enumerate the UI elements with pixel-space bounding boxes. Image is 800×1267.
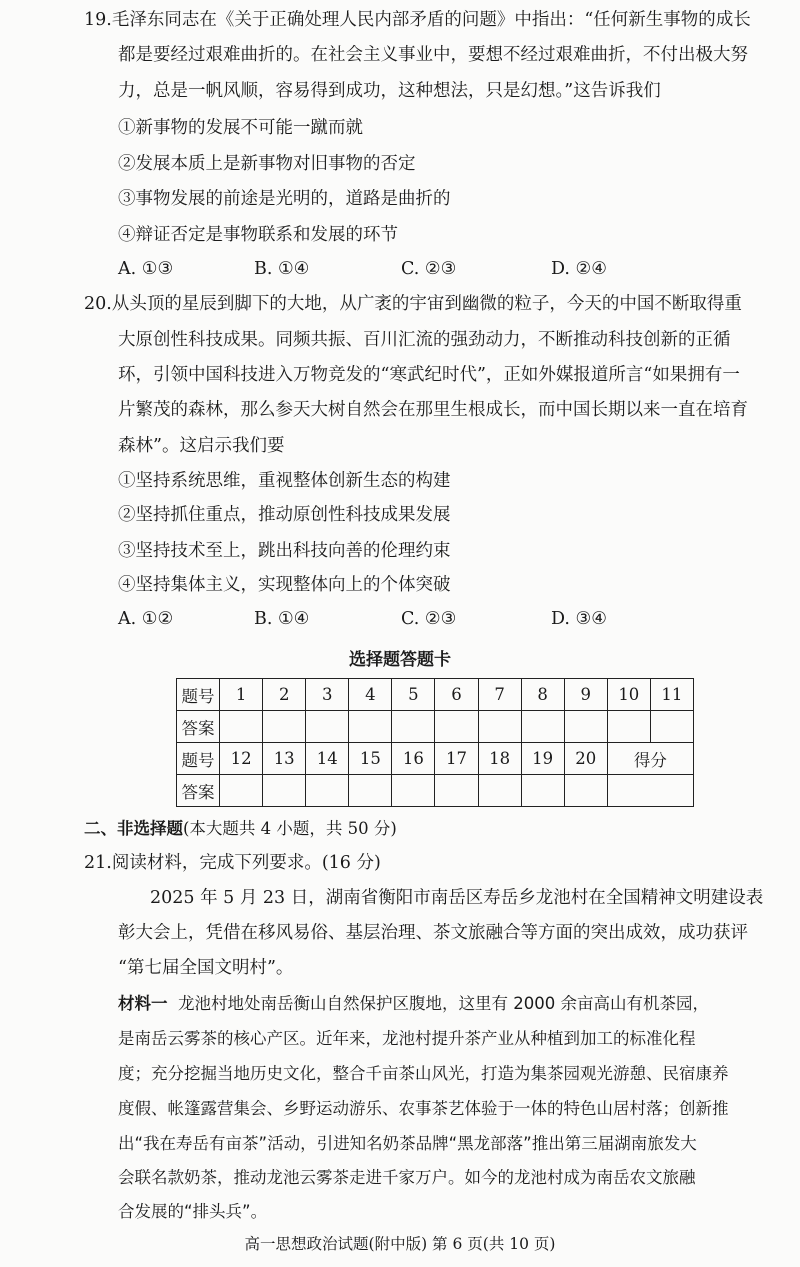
- answer-cell[interactable]: [521, 775, 564, 807]
- page-footer: 高一思想政治试题(附中版) 第 6 页(共 10 页): [244, 1235, 556, 1253]
- choice-c: C. ②③: [401, 609, 457, 629]
- choice-b: B. ①④: [254, 609, 310, 629]
- section-title: 二、非选择题: [84, 819, 183, 838]
- row-label: 题号: [177, 679, 220, 711]
- question-number: 2: [263, 679, 306, 711]
- question-number: 20: [564, 743, 607, 775]
- question-number: 19: [521, 743, 564, 775]
- q19-option: ③事物发展的前途是光明的，道路是曲折的: [118, 189, 451, 209]
- q19-option: ②发展本质上是新事物对旧事物的否定: [118, 154, 416, 174]
- material-line: 度；充分挖掘当地历史文化，整合千亩茶山风光，打造为集茶园观光游憩、民宿康养: [118, 1064, 729, 1083]
- q20-option: ①坚持系统思维，重视整体创新生态的构建: [118, 471, 451, 491]
- answer-cell[interactable]: [478, 775, 521, 807]
- question-number: 10: [607, 679, 650, 711]
- question-number: 5: [392, 679, 435, 711]
- question-number: 9: [564, 679, 607, 711]
- answer-cell[interactable]: [263, 775, 306, 807]
- answer-cell[interactable]: [349, 711, 392, 743]
- question-number: 18: [478, 743, 521, 775]
- section-heading: [84, 817, 397, 841]
- choice-b: B. ①④: [254, 259, 310, 279]
- answer-cell[interactable]: [392, 711, 435, 743]
- question-number: 6: [435, 679, 478, 711]
- answer-cell[interactable]: [220, 775, 263, 807]
- answer-cell[interactable]: [564, 775, 607, 807]
- q21-heading: 21.阅读材料，完成下列要求。(16 分): [84, 853, 381, 873]
- answer-cell[interactable]: [564, 711, 607, 743]
- answer-cell[interactable]: [435, 775, 478, 807]
- q19-option: ④辩证否定是事物联系和发展的环节: [118, 225, 398, 245]
- question-number: 7: [478, 679, 521, 711]
- q19-option: ①新事物的发展不可能一蹴而就: [118, 118, 363, 138]
- score-label: 得分: [607, 743, 693, 775]
- material-label: 材料一: [118, 994, 168, 1013]
- answer-cell[interactable]: [607, 711, 650, 743]
- choice-a: A. ①③: [118, 259, 174, 279]
- question-number: 8: [521, 679, 564, 711]
- choice-a: A. ①②: [118, 609, 174, 629]
- q20-option: ③坚持技术至上，跳出科技向善的伦理约束: [118, 541, 451, 561]
- question-number: 4: [349, 679, 392, 711]
- material-line: 出“我在寿岳有亩茶”活动，引进知名奶茶品牌“黑龙部落”推出第三届湖南旅发大: [118, 1134, 697, 1153]
- material-line: 度假、帐篷露营集会、乡野运动游乐、农事茶艺体验于一体的特色山居村落；创新推: [118, 1099, 729, 1118]
- question-number: 11: [650, 679, 693, 711]
- row-label: 题号: [177, 743, 220, 775]
- answer-row: [177, 775, 694, 807]
- answer-cell[interactable]: [521, 711, 564, 743]
- q19-line: 力，总是一帆风顺，容易得到成功，这种想法，只是幻想。”这告诉我们: [118, 81, 661, 101]
- question-number: 1: [220, 679, 263, 711]
- answer-cell[interactable]: [435, 711, 478, 743]
- material-line: [118, 992, 709, 1016]
- question-number: 15: [349, 743, 392, 775]
- answer-cell[interactable]: [349, 775, 392, 807]
- q21-intro-line: “第七届全国文明村”。: [118, 958, 294, 978]
- row-label: 答案: [177, 711, 220, 743]
- q20-line: 环，引领中国科技进入万物竞发的“寒武纪时代”，正如外媒报道所言“如果拥有一: [118, 365, 740, 385]
- q20-option: ②坚持抓住重点，推动原创性科技成果发展: [118, 505, 451, 525]
- q19-line: 19.毛泽东同志在《关于正确处理人民内部矛盾的问题》中指出：“任何新生事物的成长: [84, 10, 751, 30]
- row-label: 答案: [177, 775, 220, 807]
- answer-cell[interactable]: [263, 711, 306, 743]
- choice-c: C. ②③: [401, 259, 457, 279]
- answer-cell[interactable]: [220, 711, 263, 743]
- q20-line: 森林”。这启示我们要: [118, 436, 285, 456]
- material-line: 合发展的“排头兵”。: [118, 1202, 268, 1221]
- answer-row: [177, 711, 694, 743]
- question-number: 12: [220, 743, 263, 775]
- question-number: 14: [306, 743, 349, 775]
- answer-cell[interactable]: [392, 775, 435, 807]
- answer-card-table: [176, 678, 694, 807]
- answer-cell[interactable]: [478, 711, 521, 743]
- answer-cell[interactable]: [306, 711, 349, 743]
- question-number-row: [177, 679, 694, 711]
- material-text: 龙池村地处南岳衡山自然保护区腹地，这里有 2000 余亩高山有机茶园，: [178, 994, 709, 1013]
- answer-cell[interactable]: [306, 775, 349, 807]
- question-number: 13: [263, 743, 306, 775]
- q20-line: 片繁茂的森林，那么参天大树自然会在那里生根成长，而中国长期以来一直在培育: [118, 400, 748, 420]
- question-number-row: [177, 743, 694, 775]
- material-line: 会联名款奶茶，推动龙池云雾茶走进千家万户。如今的龙池村成为南岳农文旅融: [118, 1168, 696, 1187]
- section-note: (本大题共 4 小题，共 50 分): [183, 819, 397, 838]
- q19-line: 都是要经过艰难曲折的。在社会主义事业中，要想不经过艰难曲折，不付出极大努: [118, 45, 748, 65]
- score-cell[interactable]: [607, 775, 693, 807]
- question-number: 17: [435, 743, 478, 775]
- question-number: 3: [306, 679, 349, 711]
- q21-intro-line: 彰大会上，凭借在移风易俗、基层治理、茶文旅融合等方面的突出成效，成功获评: [118, 923, 748, 943]
- choice-d: D. ②④: [551, 259, 607, 279]
- answer-cell[interactable]: [650, 711, 693, 743]
- question-number: 16: [392, 743, 435, 775]
- choice-d: D. ③④: [551, 609, 607, 629]
- q20-option: ④坚持集体主义，实现整体向上的个体突破: [118, 575, 451, 595]
- q21-intro-line: 2025 年 5 月 23 日，湖南省衡阳市南岳区寿岳乡龙池村在全国精神文明建设表: [150, 888, 764, 908]
- material-line: 是南岳云雾茶的核心产区。近年来，龙池村提升茶产业从种植到加工的标准化程: [118, 1029, 696, 1048]
- answer-card-title: 选择题答题卡: [349, 650, 451, 670]
- q20-line: 20.从头顶的星辰到脚下的大地，从广袤的宇宙到幽微的粒子，今天的中国不断取得重: [84, 294, 742, 314]
- q20-line: 大原创性科技成果。同频共振、百川汇流的强劲动力，不断推动科技创新的正循: [118, 330, 731, 350]
